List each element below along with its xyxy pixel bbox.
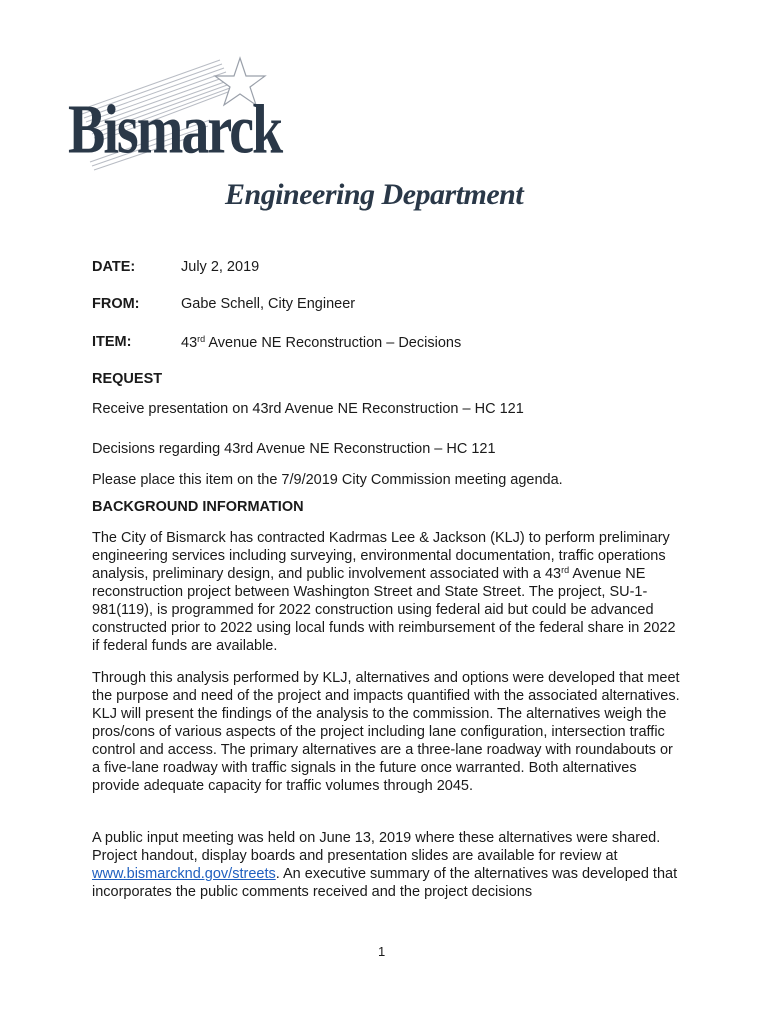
streets-link[interactable]: www.bismarcknd.gov/streets [92, 866, 276, 882]
bismarck-logo [60, 50, 282, 180]
department-title: Engineering Department [225, 178, 524, 211]
background-paragraph-2: Through this analysis performed by KLJ, alternatives and options were developed that meet the purpose and need of the project and impacts quantified with the associated alternatives. KLJ will present the findings of the analysis to the commission. The alternatives weigh the pros/cons of various aspects of the project including lane configuration, intersection traffic control and access. The primary alternatives are a three-lane roadway with roundabouts or a five-lane roadway with traffic signals in the future once warranted. Both alternatives provide adequate capacity for traffic volumes through 2045. [92, 670, 680, 794]
background-paragraph-1: The City of Bismarck has contracted Kadrmas Lee & Jackson (KLJ) to perform preliminary engineering services including surveying, environmental documentation, traffic operations analysis, preliminary design, and public involvement associated with a 43rd Avenue NE reconstruction project between Washington Street and State Street. The project, SU-1-981(119), is programmed for 2022 construction using federal aid but could be advanced constructed prior to 2022 using local funds with reimbursement of the federal share in 2022 if federal funds are available. [92, 530, 676, 654]
background-paragraph-3: A public input meeting was held on June 13, 2019 where these alternatives were shared. Project handout, display boards and presentation slides are available for review at www.bismarcknd.gov/streets. An executive summary of the alternatives was developed that incorporates the public comments received and the project decisions [92, 830, 678, 900]
item-value: 43rd Avenue NE Reconstruction – Decisions [181, 334, 462, 351]
date-value: July 2, 2019 [181, 259, 260, 275]
request-line-2: Decisions regarding 43rd Avenue NE Reconstruction – HC 121 [92, 441, 496, 457]
background-heading: BACKGROUND INFORMATION [92, 499, 304, 515]
from-label: FROM: [92, 296, 140, 312]
logo-wordmark: Bismarck [68, 91, 282, 169]
from-value: Gabe Schell, City Engineer [181, 296, 356, 312]
page-number: 1 [378, 944, 386, 959]
date-label: DATE: [92, 259, 136, 275]
request-heading: REQUEST [92, 371, 163, 387]
request-line-3: Please place this item on the 7/9/2019 City Commission meeting agenda. [92, 472, 563, 488]
request-line-1: Receive presentation on 43rd Avenue NE Reconstruction – HC 121 [92, 401, 524, 417]
item-label: ITEM: [92, 334, 132, 350]
